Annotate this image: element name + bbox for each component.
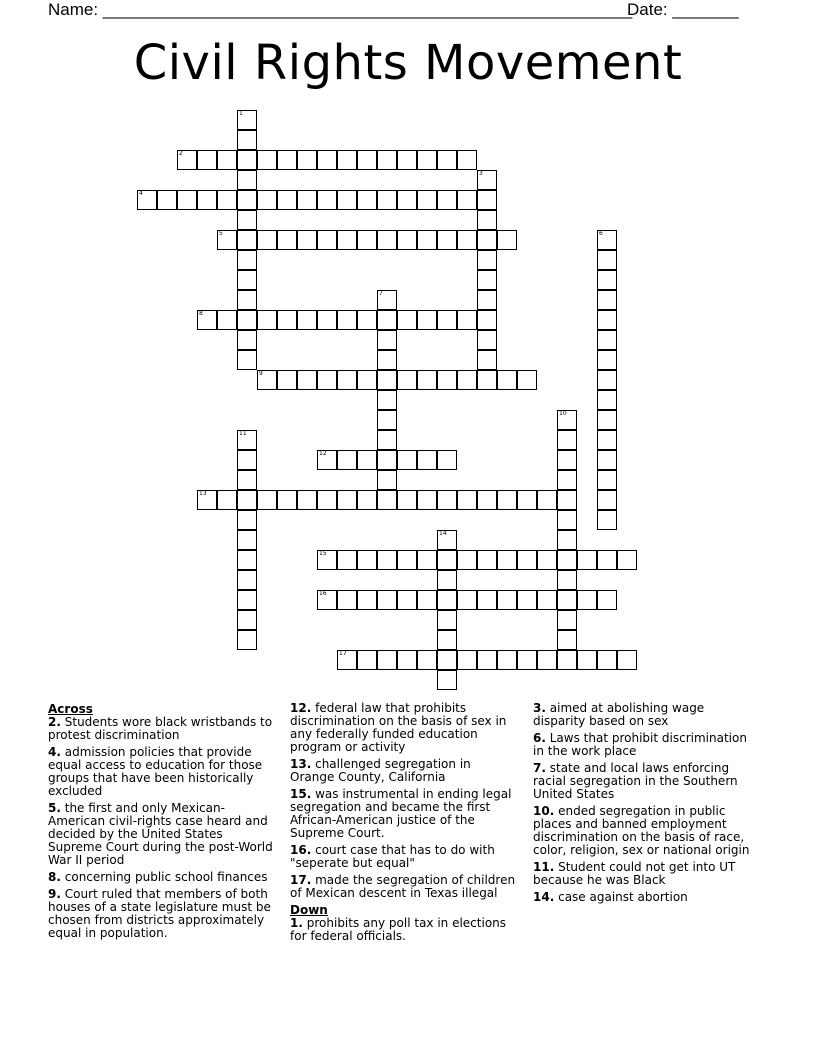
grid-cell[interactable] [237, 550, 257, 570]
clue-number: 15. [290, 787, 312, 801]
clue-text: was instrumental in ending legal segregation and became the first African-American justice of the Supreme Court. [290, 787, 512, 840]
grid-cell[interactable] [237, 290, 257, 310]
grid-cell[interactable] [437, 650, 457, 670]
grid-cell[interactable] [597, 270, 617, 290]
grid-cell[interactable] [357, 450, 377, 470]
cell-number: 4 [139, 190, 143, 197]
grid-cell[interactable] [477, 550, 497, 570]
grid-cell[interactable] [437, 150, 457, 170]
cell-number: 7 [379, 290, 383, 297]
grid-cell[interactable] [457, 150, 477, 170]
clue-across-9 [48, 888, 273, 940]
grid-cell[interactable] [497, 370, 517, 390]
grid-cell[interactable] [317, 310, 337, 330]
grid-cell[interactable] [317, 370, 337, 390]
grid-cell[interactable] [497, 490, 517, 510]
grid-cell[interactable] [317, 490, 337, 510]
grid-cell[interactable] [397, 450, 417, 470]
grid-cell[interactable] [517, 370, 537, 390]
grid-cell[interactable] [397, 650, 417, 670]
grid-cell[interactable] [417, 190, 437, 210]
cell-number: 15 [319, 550, 327, 557]
grid-cell[interactable] [217, 230, 237, 250]
grid-cell[interactable] [237, 530, 257, 550]
grid-cell[interactable] [457, 230, 477, 250]
grid-cell[interactable] [437, 630, 457, 650]
clue-number: 7. [533, 761, 546, 775]
clue-down-14 [533, 891, 759, 904]
grid-cell[interactable] [377, 330, 397, 350]
grid-cell[interactable] [537, 550, 557, 570]
cell-number: 17 [339, 650, 347, 657]
grid-cell[interactable] [337, 550, 357, 570]
grid-cell[interactable] [577, 590, 597, 610]
grid-cell[interactable] [377, 390, 397, 410]
grid-cell[interactable] [297, 370, 317, 390]
grid-cell[interactable] [397, 550, 417, 570]
clue-text: Court ruled that members of both houses of a state legislature must be chosen from districts approximately equal in population. [48, 887, 271, 940]
grid-cell[interactable] [217, 490, 237, 510]
grid-cell[interactable] [177, 150, 197, 170]
grid-cell[interactable] [417, 550, 437, 570]
grid-cell[interactable] [597, 310, 617, 330]
grid-cell[interactable] [517, 650, 537, 670]
grid-cell[interactable] [477, 310, 497, 330]
grid-cell[interactable] [337, 590, 357, 610]
grid-cell[interactable] [417, 150, 437, 170]
grid-cell[interactable] [217, 310, 237, 330]
clue-down-7 [533, 762, 759, 801]
grid-cell[interactable] [557, 510, 577, 530]
clue-text: court case that has to do with "seperate but equal" [290, 843, 495, 870]
grid-cell[interactable] [317, 150, 337, 170]
grid-cell[interactable] [377, 350, 397, 370]
grid-cell[interactable] [457, 590, 477, 610]
grid-cell[interactable] [237, 170, 257, 190]
grid-cell[interactable] [477, 170, 497, 190]
grid-cell[interactable] [237, 190, 257, 210]
grid-cell[interactable] [237, 570, 257, 590]
grid-cell[interactable] [377, 290, 397, 310]
grid-cell[interactable] [277, 370, 297, 390]
grid-cell[interactable] [477, 190, 497, 210]
grid-cell[interactable] [217, 150, 237, 170]
grid-cell[interactable] [357, 550, 377, 570]
grid-cell[interactable] [517, 590, 537, 610]
grid-cell[interactable] [437, 570, 457, 590]
clue-text: concerning public school finances [64, 870, 268, 884]
grid-cell[interactable] [597, 370, 617, 390]
grid-cell[interactable] [337, 650, 357, 670]
grid-cell[interactable] [537, 590, 557, 610]
clues-column-1 [48, 702, 273, 944]
grid-cell[interactable] [237, 350, 257, 370]
grid-cell[interactable] [357, 310, 377, 330]
grid-cell[interactable] [177, 190, 197, 210]
clue-number: 10. [533, 804, 555, 818]
grid-cell[interactable] [577, 650, 597, 670]
grid-cell[interactable] [477, 650, 497, 670]
grid-cell[interactable] [197, 310, 217, 330]
grid-cell[interactable] [597, 550, 617, 570]
clue-across-17 [290, 874, 518, 900]
grid-cell[interactable] [237, 490, 257, 510]
clue-number: 6. [533, 731, 546, 745]
down-heading: Down [290, 903, 328, 917]
grid-cell[interactable] [237, 270, 257, 290]
grid-cell[interactable] [297, 150, 317, 170]
grid-cell[interactable] [237, 150, 257, 170]
grid-cell[interactable] [317, 590, 337, 610]
grid-cell[interactable] [397, 590, 417, 610]
clue-text: made the segregation of children of Mexican descent in Texas illegal [290, 873, 516, 900]
grid-cell[interactable] [597, 430, 617, 450]
grid-cell[interactable] [457, 370, 477, 390]
grid-cell[interactable] [237, 450, 257, 470]
grid-cell[interactable] [597, 470, 617, 490]
cell-number: 10 [559, 410, 567, 417]
grid-cell[interactable] [237, 210, 257, 230]
grid-cell[interactable] [317, 550, 337, 570]
grid-cell[interactable] [557, 650, 577, 670]
grid-cell[interactable] [497, 590, 517, 610]
grid-cell[interactable] [417, 230, 437, 250]
clue-text: state and local laws enforcing racial segregation in the Southern United States [533, 761, 738, 801]
grid-cell[interactable] [417, 650, 437, 670]
grid-cell[interactable] [357, 590, 377, 610]
grid-cell[interactable] [477, 230, 497, 250]
grid-cell[interactable] [597, 230, 617, 250]
grid-cell[interactable] [437, 450, 457, 470]
grid-cell[interactable] [317, 230, 337, 250]
grid-cell[interactable] [357, 370, 377, 390]
grid-cell[interactable] [237, 430, 257, 450]
grid-cell[interactable] [337, 450, 357, 470]
grid-cell[interactable] [477, 330, 497, 350]
clue-number: 9. [48, 887, 61, 901]
grid-cell[interactable] [237, 110, 257, 130]
grid-cell[interactable] [337, 230, 357, 250]
clue-across-5 [48, 802, 273, 867]
grid-cell[interactable] [397, 190, 417, 210]
grid-cell[interactable] [597, 510, 617, 530]
grid-cell[interactable] [417, 590, 437, 610]
cell-number: 16 [319, 590, 327, 597]
clue-across-15 [290, 788, 518, 840]
grid-cell[interactable] [557, 530, 577, 550]
grid-cell[interactable] [557, 590, 577, 610]
grid-cell[interactable] [277, 190, 297, 210]
grid-cell[interactable] [437, 490, 457, 510]
grid-cell[interactable] [437, 610, 457, 630]
grid-cell[interactable] [557, 610, 577, 630]
clue-number: 8. [48, 870, 61, 884]
grid-cell[interactable] [337, 310, 357, 330]
grid-cell[interactable] [597, 590, 617, 610]
clue-text: prohibits any poll tax in elections for federal officials. [290, 916, 507, 943]
grid-cell[interactable] [197, 490, 217, 510]
grid-cell[interactable] [277, 150, 297, 170]
grid-cell[interactable] [297, 230, 317, 250]
grid-cell[interactable] [277, 230, 297, 250]
grid-cell[interactable] [597, 390, 617, 410]
grid-cell[interactable] [597, 490, 617, 510]
grid-cell[interactable] [617, 650, 637, 670]
grid-cell[interactable] [437, 190, 457, 210]
clue-across-16 [290, 844, 518, 870]
cell-number: 6 [599, 230, 603, 237]
clue-across-2 [48, 716, 273, 742]
grid-cell[interactable] [457, 490, 477, 510]
grid-cell[interactable] [437, 670, 457, 690]
grid-cell[interactable] [237, 310, 257, 330]
grid-cell[interactable] [237, 470, 257, 490]
grid-cell[interactable] [437, 590, 457, 610]
grid-cell[interactable] [257, 490, 277, 510]
clue-number: 11. [533, 860, 555, 874]
grid-cell[interactable] [337, 490, 357, 510]
name-field[interactable]: Name: ________________________________________________________ [48, 0, 633, 19]
clue-number: 12. [290, 701, 312, 715]
grid-cell[interactable] [377, 650, 397, 670]
grid-cell[interactable] [357, 650, 377, 670]
grid-cell[interactable] [237, 510, 257, 530]
grid-cell[interactable] [477, 270, 497, 290]
grid-cell[interactable] [357, 190, 377, 210]
grid-cell[interactable] [557, 470, 577, 490]
grid-cell[interactable] [197, 190, 217, 210]
clue-text: aimed at abolishing wage disparity based on sex [533, 701, 705, 728]
grid-cell[interactable] [477, 490, 497, 510]
clue-number: 5. [48, 801, 61, 815]
grid-cell[interactable] [597, 250, 617, 270]
clue-text: the first and only Mexican-American civil-rights case heard and decided by the United States Supreme Court during the post-World War II period [48, 801, 273, 867]
grid-cell[interactable] [417, 370, 437, 390]
grid-cell[interactable] [497, 650, 517, 670]
grid-cell[interactable] [237, 330, 257, 350]
clue-number: 17. [290, 873, 312, 887]
grid-cell[interactable] [457, 650, 477, 670]
cell-number: 9 [259, 370, 263, 377]
date-field[interactable]: Date: _______ [627, 0, 739, 19]
grid-cell[interactable] [217, 190, 237, 210]
grid-cell[interactable] [297, 490, 317, 510]
grid-cell[interactable] [597, 450, 617, 470]
clue-text: Laws that prohibit discrimination in the work place [533, 731, 747, 758]
grid-cell[interactable] [357, 490, 377, 510]
grid-cell[interactable] [377, 230, 397, 250]
clue-across-12 [290, 702, 518, 754]
clue-number: 1. [290, 916, 303, 930]
cell-number: 8 [199, 310, 203, 317]
grid-cell[interactable] [457, 310, 477, 330]
grid-cell[interactable] [237, 630, 257, 650]
grid-cell[interactable] [397, 370, 417, 390]
grid-cell[interactable] [437, 550, 457, 570]
clue-number: 4. [48, 745, 61, 759]
grid-cell[interactable] [557, 570, 577, 590]
grid-cell[interactable] [557, 410, 577, 430]
grid-cell[interactable] [557, 450, 577, 470]
grid-cell[interactable] [377, 370, 397, 390]
grid-cell[interactable] [377, 590, 397, 610]
clue-down-1 [290, 917, 518, 943]
grid-cell[interactable] [397, 230, 417, 250]
grid-cell[interactable] [297, 190, 317, 210]
clue-down-11 [533, 861, 759, 887]
clue-across-8 [48, 871, 273, 884]
grid-cell[interactable] [597, 650, 617, 670]
grid-cell[interactable] [377, 450, 397, 470]
cell-number: 11 [239, 430, 247, 437]
grid-cell[interactable] [417, 450, 437, 470]
grid-cell[interactable] [557, 490, 577, 510]
grid-cell[interactable] [317, 450, 337, 470]
grid-cell[interactable] [597, 350, 617, 370]
clue-down-6 [533, 732, 759, 758]
grid-cell[interactable] [557, 430, 577, 450]
clue-text: Students wore black wristbands to protest discrimination [48, 715, 273, 742]
grid-cell[interactable] [437, 230, 457, 250]
clue-number: 14. [533, 890, 555, 904]
grid-cell[interactable] [237, 250, 257, 270]
puzzle-title: Civil Rights Movement [133, 35, 683, 91]
cell-number: 2 [179, 150, 183, 157]
grid-cell[interactable] [477, 370, 497, 390]
grid-cell[interactable] [377, 150, 397, 170]
grid-cell[interactable] [397, 150, 417, 170]
grid-cell[interactable] [517, 550, 537, 570]
grid-cell[interactable] [497, 230, 517, 250]
cell-number: 5 [219, 230, 223, 237]
grid-cell[interactable] [257, 150, 277, 170]
grid-cell[interactable] [137, 190, 157, 210]
grid-cell[interactable] [477, 210, 497, 230]
cell-number: 1 [239, 110, 243, 117]
across-heading: Across [48, 702, 93, 716]
grid-cell[interactable] [417, 310, 437, 330]
clue-text: ended segregation in public places and banned employment discrimination on the basis of race, color, religion, sex or national origin [533, 804, 750, 857]
grid-cell[interactable] [397, 310, 417, 330]
grid-cell[interactable] [237, 130, 257, 150]
cell-number: 12 [319, 450, 327, 457]
clue-text: Student could not get into UT because he was Black [533, 860, 736, 887]
cell-number: 13 [199, 490, 207, 497]
clue-across-4 [48, 746, 273, 798]
grid-cell[interactable] [417, 490, 437, 510]
clue-text: challenged segregation in Orange County, California [290, 757, 471, 784]
cell-number: 3 [479, 170, 483, 177]
grid-cell[interactable] [437, 370, 457, 390]
grid-cell[interactable] [437, 530, 457, 550]
grid-cell[interactable] [297, 310, 317, 330]
grid-cell[interactable] [337, 150, 357, 170]
grid-cell[interactable] [557, 550, 577, 570]
grid-cell[interactable] [377, 550, 397, 570]
clues-column-3 [533, 702, 759, 908]
clue-down-3 [533, 702, 759, 728]
grid-cell[interactable] [277, 310, 297, 330]
grid-cell[interactable] [477, 590, 497, 610]
clue-down-10 [533, 805, 759, 857]
grid-cell[interactable] [257, 230, 277, 250]
grid-cell[interactable] [457, 190, 477, 210]
clue-number: 2. [48, 715, 61, 729]
grid-cell[interactable] [517, 490, 537, 510]
grid-cell[interactable] [497, 550, 517, 570]
clue-number: 3. [533, 701, 546, 715]
grid-cell[interactable] [317, 190, 337, 210]
grid-cell[interactable] [617, 550, 637, 570]
grid-cell[interactable] [357, 150, 377, 170]
grid-cell[interactable] [477, 290, 497, 310]
grid-cell[interactable] [557, 630, 577, 650]
grid-cell[interactable] [437, 310, 457, 330]
grid-cell[interactable] [377, 310, 397, 330]
grid-cell[interactable] [477, 350, 497, 370]
grid-cell[interactable] [597, 410, 617, 430]
clue-text: federal law that prohibits discrimination on the basis of sex in any federally funded education program or activity [290, 701, 507, 754]
grid-cell[interactable] [377, 410, 397, 430]
grid-cell[interactable] [337, 190, 357, 210]
grid-cell[interactable] [537, 490, 557, 510]
grid-cell[interactable] [377, 190, 397, 210]
grid-cell[interactable] [377, 430, 397, 450]
grid-cell[interactable] [257, 310, 277, 330]
grid-cell[interactable] [197, 150, 217, 170]
grid-cell[interactable] [597, 330, 617, 350]
grid-cell[interactable] [237, 590, 257, 610]
grid-cell[interactable] [537, 650, 557, 670]
grid-cell[interactable] [337, 370, 357, 390]
clues-column-2 [290, 702, 518, 947]
grid-cell[interactable] [477, 250, 497, 270]
grid-cell[interactable] [157, 190, 177, 210]
grid-cell[interactable] [397, 490, 417, 510]
grid-cell[interactable] [257, 370, 277, 390]
clue-across-13 [290, 758, 518, 784]
grid-cell[interactable] [357, 230, 377, 250]
clue-text: case against abortion [558, 890, 688, 904]
grid-cell[interactable] [277, 490, 297, 510]
grid-cell[interactable] [577, 550, 597, 570]
grid-cell[interactable] [237, 610, 257, 630]
cell-number: 14 [439, 530, 447, 537]
clue-number: 13. [290, 757, 312, 771]
grid-cell[interactable] [237, 230, 257, 250]
grid-cell[interactable] [457, 550, 477, 570]
clue-text: admission policies that provide equal access to education for those groups that have been historically excluded [48, 745, 263, 798]
grid-cell[interactable] [377, 470, 397, 490]
grid-cell[interactable] [597, 290, 617, 310]
grid-cell[interactable] [377, 490, 397, 510]
clue-number: 16. [290, 843, 312, 857]
grid-cell[interactable] [257, 190, 277, 210]
